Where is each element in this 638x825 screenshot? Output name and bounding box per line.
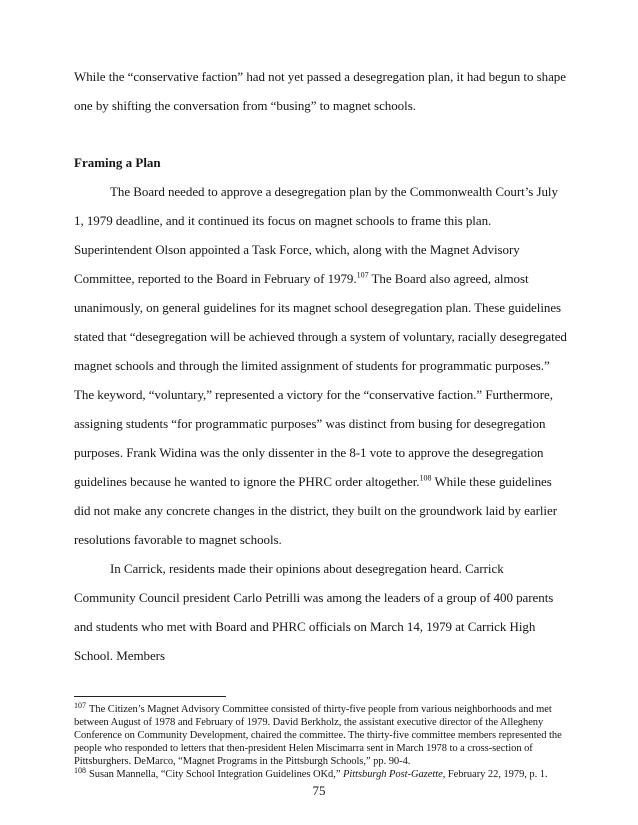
footnote-separator: [74, 696, 226, 697]
paragraph-framing-plan: The Board needed to approve a desegregation plan by the Commonwealth Court’s July 1, 1979 deadline, and it continued its focus on magnet schools to frame this plan. Superintendent Olson appointed a Task Force, which, along with the Magnet Advisory Committee, reported to the Board in February of 1979.$^{107}$ The Board also agreed, almost unanimously, on general guidelines for its magnet school desegregation plan. These guidelines stated that “desegregation will be achieved through a system of voluntary, racially desegregated magnet schools and through the limited assignment of students for programmatic purposes.” The keyword, “voluntary,” represented a victory for the “conservative faction.” Furthermore, assigning students “for programmatic purposes” was distinct from busing for desegregation purposes. Frank Widina was the only dissenter in the 8-1 vote to approve the desegregation guidelines because he wanted to ignore the PHRC order altogether.$^{108}$ While these guidelines did not make any concrete changes in the district, they built on the groundwork laid by earlier resolutions favorable to magnet schools.: [74, 184, 567, 547]
page-number: 75: [312, 783, 326, 798]
footnote-107-text: The Citizen’s Magnet Advisory Committee consisted of thirty-five people from various neighborhoods and met between August of 1978 and February of 1979. David Berkholz, the assistant executive director of the Allegheny Conference on Community Development, chaired the committee. The thirty-five committee members represented the people who responded to letters that then-president Helen Miscimarra sent in March 1978 to a cross-section of Pittsburghers. DeMarco, “Magnet Programs in the Pittsburgh Schools,” pp. 90-4.: [74, 704, 562, 767]
footnote-107-marker: 107: [74, 700, 86, 710]
section-heading: Framing a Plan: [74, 155, 161, 170]
footnote-108-text: Susan Mannella, “City School Integration Guidelines OKd,” Pittsburgh Post-Gazette, February 22, 1979, p. 1.: [89, 769, 548, 780]
footnote-108: [74, 765, 567, 781]
footnotes-section: [74, 696, 567, 781]
footnote-107: [74, 700, 567, 768]
paragraph-carrick: In Carrick, residents made their opinions about desegregation heard. Carrick Community Council president Carlo Petrilli was among the leaders of a group of 400 parents and students who met with Board and PHRC officials on March 14, 1979 at Carrick High School. Members: [74, 561, 554, 663]
paragraph-intro: While the “conservative faction” had not yet passed a desegregation plan, it had begun to shape one by shifting the conversation from “busing” to magnet schools.: [74, 69, 566, 113]
footnote-108-marker: 108: [74, 765, 86, 775]
